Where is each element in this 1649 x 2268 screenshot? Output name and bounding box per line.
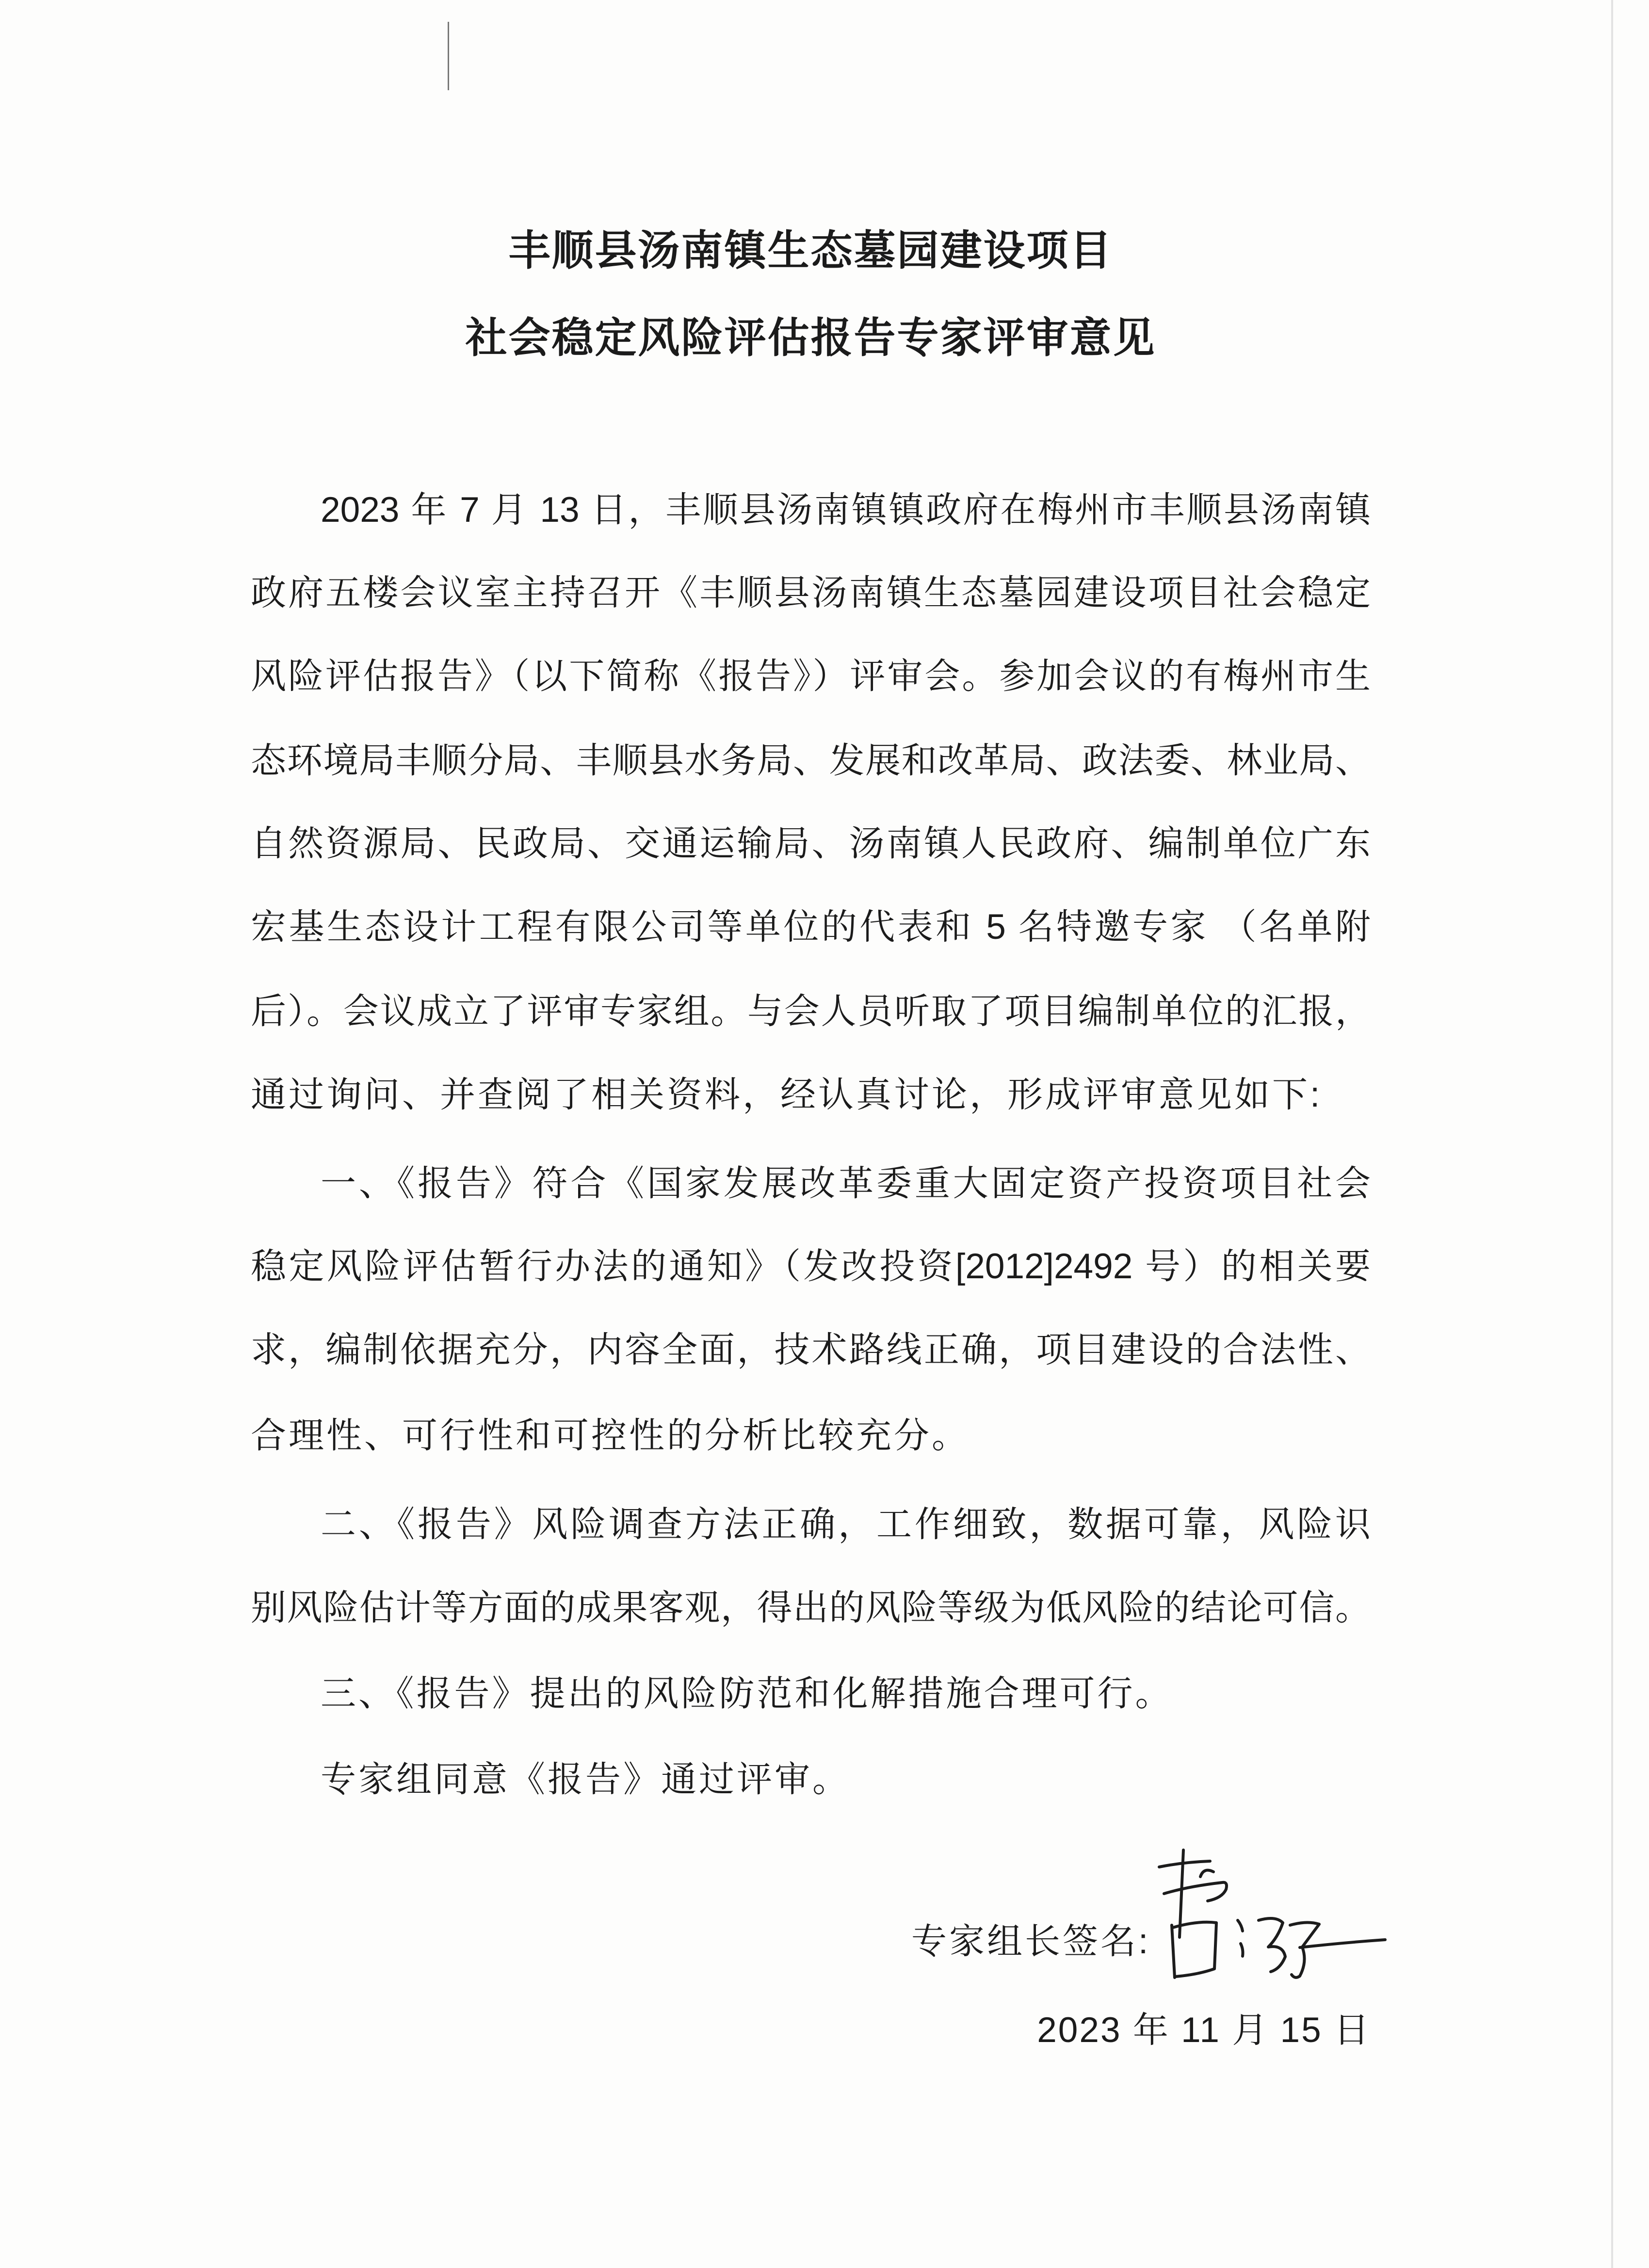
handwritten-signature [1154, 1848, 1392, 1993]
body-line: 风险评估报告》（以下简称《报告》）评审会。参加会议的有梅州市生 [251, 657, 1371, 696]
body-line: 自然资源局、民政局、交通运输局、汤南镇人民政府、编制单位广东 [251, 824, 1371, 863]
body-line: 2023 年 7 月 13 日，丰顺县汤南镇镇政府在梅州市丰顺县汤南镇 [321, 490, 1371, 530]
body-line: 三、《报告》提出的风险防范和化解措施合理可行。 [321, 1674, 1173, 1713]
body-line: 态环境局丰顺分局、丰顺县水务局、发展和改革局、政法委、林业局、 [251, 741, 1371, 780]
scan-artifact-line [448, 22, 449, 90]
body-line: 通过询问、并查阅了相关资料，经认真讨论，形成评审意见如下: [251, 1075, 1323, 1114]
signature-label: 专家组长签名: [911, 1922, 1151, 1961]
document-title-line-1: 丰顺县汤南镇生态墓园建设项目 [508, 226, 1113, 275]
body-line: 政府五楼会议室主持召开《丰顺县汤南镇生态墓园建设项目社会稳定 [251, 573, 1371, 612]
body-line: 后）。会议成立了评审专家组。与会人员听取了项目编制单位的汇报， [251, 992, 1371, 1031]
document-title-line-2: 社会稳定风险评估报告专家评审意见 [465, 313, 1156, 362]
body-line: 合理性、可行性和可控性的分析比较充分。 [251, 1416, 970, 1455]
body-line: 求，编制依据充分，内容全面，技术路线正确，项目建设的合法性、 [251, 1330, 1371, 1369]
body-line: 稳定风险评估暂行办法的通知》（发改投资[2012]2492 号）的相关要 [251, 1247, 1371, 1286]
scan-page-edge [1611, 0, 1613, 2268]
body-line: 专家组同意《报告》通过评审。 [321, 1760, 850, 1799]
body-line: 宏基生态设计工程有限公司等单位的代表和 5 名特邀专家 （名单附 [251, 907, 1371, 947]
body-line: 一、《报告》符合《国家发展改革委重大固定资产投资项目社会 [321, 1164, 1371, 1203]
body-line: 别风险估计等方面的成果客观，得出的风险等级为低风险的结论可信。 [251, 1588, 1371, 1627]
body-line: 二、《报告》风险调查方法正确，工作细致，数据可靠，风险识 [321, 1505, 1371, 1544]
signature-date: 2023 年 11 月 15 日 [1037, 2011, 1371, 2050]
